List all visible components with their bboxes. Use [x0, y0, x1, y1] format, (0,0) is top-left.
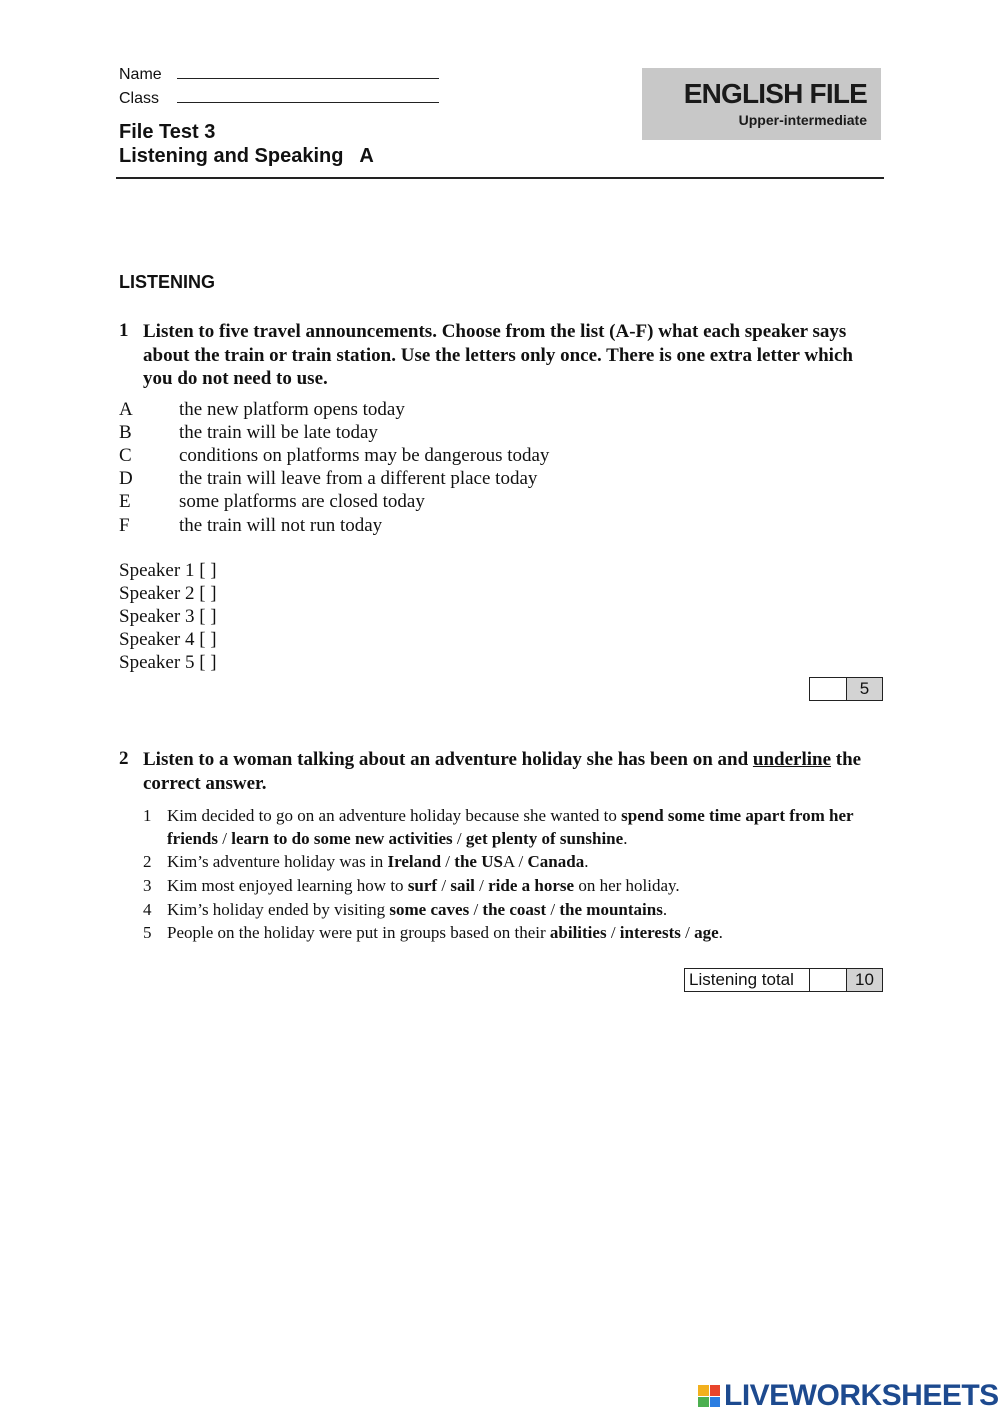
speaker-answer-3[interactable]: Speaker 3 [ ]: [119, 606, 217, 627]
q2-item-text-end: .: [623, 829, 628, 848]
q2-item-text: Kim’s adventure holiday was in: [167, 852, 388, 871]
option-row: [119, 421, 378, 444]
option-row: [119, 444, 549, 467]
option-text: the train will leave from a different place today: [179, 468, 538, 489]
test-title: File Test 3: [119, 121, 216, 143]
answer-option[interactable]: interests: [619, 923, 681, 942]
q2-item: [143, 850, 863, 873]
liveworksheets-icon: [698, 1385, 720, 1407]
answer-option[interactable]: spend some time apart from her friends: [167, 806, 854, 848]
listening-total-max: 10: [846, 969, 882, 991]
answer-option[interactable]: the US: [454, 852, 503, 871]
listening-total-label: Listening total: [689, 970, 794, 989]
option-letter: F: [119, 515, 130, 536]
header-divider: [116, 177, 884, 179]
q2-instruction-text-end: the correct answer.: [143, 749, 862, 794]
listening-total-value[interactable]: [809, 969, 846, 991]
liveworksheets-wordmark: LIVEWORKSHEETS: [724, 1379, 999, 1412]
q2-item-text-end: .: [662, 900, 668, 919]
speaker-answer-2[interactable]: Speaker 2 [ ]: [119, 583, 217, 604]
q1-score-max: 5: [846, 678, 882, 700]
q2-item-text-end: .: [584, 852, 589, 871]
option-separator: /: [441, 852, 455, 871]
name-field-row: [119, 64, 439, 84]
option-separator: /: [514, 852, 528, 871]
q2-item-text: Kim’s holiday ended by visiting: [167, 900, 390, 919]
option-text: some platforms are closed today: [179, 491, 425, 512]
test-subtitle: Listening and Speaking A: [119, 145, 374, 167]
q1-number: 1: [119, 320, 129, 341]
option-separator: /: [218, 829, 232, 848]
option-letter: E: [119, 491, 131, 512]
q2-item: [143, 921, 863, 944]
speaker-answer-4[interactable]: Speaker 4 [ ]: [119, 629, 217, 650]
q2-item: [143, 804, 863, 850]
section-title: LISTENING: [119, 272, 216, 292]
brand-main-text: ENGLISH FILE: [683, 78, 867, 109]
answer-option[interactable]: get plenty of sunshine: [465, 829, 624, 848]
q2-item-number: 2: [143, 852, 152, 871]
answer-option[interactable]: learn to do some new activities: [231, 829, 453, 848]
q2-item: [143, 898, 863, 921]
answer-option[interactable]: sail: [450, 876, 475, 895]
option-separator: /: [474, 876, 489, 895]
q1-instruction: Listen to five travel announcements. Choose from the list (A-F) what each speaker says about the train or train station. Use the letters only once. There is one extra letter which you do not need to use.: [143, 321, 853, 389]
option-text: conditions on platforms may be dangerous today: [179, 445, 550, 466]
answer-option-tail: A: [502, 852, 515, 871]
listening-total-box: [684, 968, 883, 992]
option-row: [119, 467, 537, 490]
q2-item: [143, 874, 863, 897]
q2-item-number: 3: [143, 876, 152, 895]
answer-option[interactable]: Canada: [527, 852, 585, 871]
answer-option[interactable]: ride a horse: [488, 876, 575, 895]
option-separator: /: [606, 923, 620, 942]
answer-option[interactable]: Ireland: [387, 852, 442, 871]
liveworksheets-logo[interactable]: [698, 1379, 999, 1413]
option-row: [119, 514, 382, 537]
option-separator: /: [437, 876, 451, 895]
q2-number: 2: [119, 748, 129, 769]
q2-item-text: Kim most enjoyed learning how to: [167, 876, 408, 895]
brand-logo: [642, 68, 881, 140]
option-separator: /: [452, 829, 466, 848]
q1-score-value[interactable]: [810, 678, 846, 700]
option-separator: /: [546, 900, 560, 919]
brand-sub-text: Upper-intermediate: [738, 112, 867, 128]
option-letter: D: [119, 468, 133, 489]
class-field-row: [119, 88, 439, 108]
q2-item-text: People on the holiday were put in groups based on their: [167, 923, 550, 942]
q2-item-text-end: .: [718, 923, 723, 942]
option-row: [119, 398, 405, 421]
q2-heading: [119, 748, 879, 795]
option-separator: /: [680, 923, 695, 942]
answer-option[interactable]: the coast: [482, 900, 547, 919]
class-label: Class: [119, 90, 160, 107]
name-label: Name: [119, 66, 162, 83]
option-text: the train will not run today: [179, 515, 383, 536]
answer-option[interactable]: abilities: [549, 923, 607, 942]
option-letter: A: [119, 399, 133, 420]
answer-option[interactable]: some caves: [389, 900, 470, 919]
option-separator: /: [469, 900, 483, 919]
q2-instruction-underlined: underline: [752, 749, 832, 770]
q2-instruction-text: Listen to a woman talking about an adventure holiday she has been on and: [143, 749, 753, 770]
option-text: the new platform opens today: [179, 399, 405, 420]
answer-option[interactable]: age: [694, 923, 719, 942]
answer-option[interactable]: surf: [407, 876, 438, 895]
option-letter: B: [119, 422, 132, 443]
q1-heading: [119, 320, 879, 391]
q2-item-number: 1: [143, 806, 152, 825]
class-input-line[interactable]: [177, 88, 439, 103]
name-input-line[interactable]: [177, 64, 439, 79]
q2-item-text-end: on her holiday.: [574, 876, 680, 895]
q1-score-box: [809, 677, 883, 701]
q2-item-text: Kim decided to go on an adventure holiday because she wanted to: [167, 806, 622, 825]
speaker-answer-5[interactable]: Speaker 5 [ ]: [119, 652, 217, 673]
speaker-answer-1[interactable]: Speaker 1 [ ]: [119, 560, 217, 581]
option-row: [119, 490, 425, 513]
answer-option[interactable]: the mountains: [559, 900, 663, 919]
option-letter: C: [119, 445, 132, 466]
option-text: the train will be late today: [179, 422, 378, 443]
q2-item-number: 4: [143, 900, 152, 919]
q2-item-number: 5: [143, 923, 152, 942]
q2-instruction: [143, 748, 878, 795]
